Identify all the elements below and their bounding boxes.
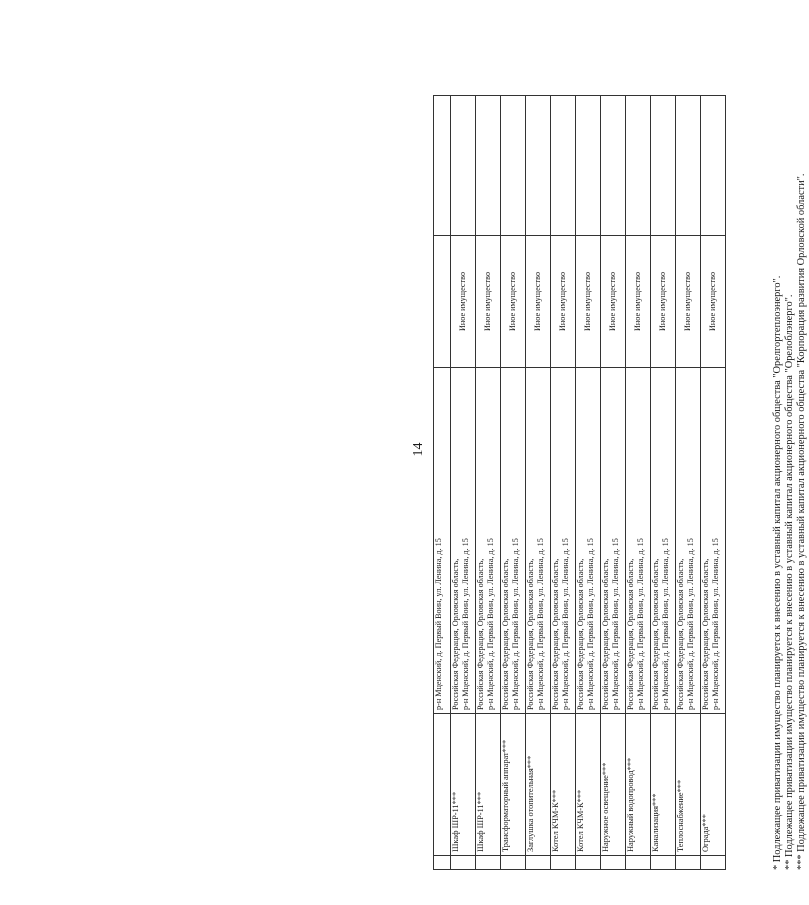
address-line: Российская Федерация, Орловская область, <box>601 558 610 710</box>
property-type-cell: Иное имущество <box>626 236 651 368</box>
page-number: 14 <box>411 442 426 457</box>
table-row <box>601 96 626 870</box>
property-type-cell: Иное имущество <box>551 236 576 368</box>
empty-cell <box>451 96 476 236</box>
row-number-cell <box>651 856 676 870</box>
table-row <box>501 96 526 870</box>
property-name-cell: Канализация*** <box>651 714 676 856</box>
table-row <box>676 96 701 870</box>
row-number-cell <box>434 856 451 870</box>
empty-cell <box>601 96 626 236</box>
address-line: Российская Федерация, Орловская область, <box>651 558 660 710</box>
property-address-cell <box>476 368 501 714</box>
property-address-cell <box>626 368 651 714</box>
property-name-cell: Шкаф ШР-11*** <box>451 714 476 856</box>
property-name-cell: Наружное освещение*** <box>601 714 626 856</box>
address-line: р-н Мценский, д. Первый Воин, ул. Ленина, д. 15 <box>560 538 570 710</box>
property-type-cell: Иное имущество <box>476 236 501 368</box>
address-line: Российская Федерация, Орловская область, <box>701 558 710 710</box>
table-row <box>526 96 551 870</box>
property-name-cell <box>434 714 451 856</box>
property-name-cell: Наружный водопровод*** <box>626 714 651 856</box>
property-address-cell <box>676 368 701 714</box>
property-address-cell <box>551 368 576 714</box>
empty-cell <box>676 96 701 236</box>
property-type-cell: Иное имущество <box>676 236 701 368</box>
property-name-cell: Теплоснабжение*** <box>676 714 701 856</box>
rotated-page <box>42 17 808 882</box>
row-number-cell <box>551 856 576 870</box>
address-line: р-н Мценский, д. Первый Воин, ул. Ленина, д. 15 <box>434 538 443 710</box>
table-row <box>551 96 576 870</box>
property-type-cell: Иное имущество <box>451 236 476 368</box>
property-name-cell: Шкаф ШР-11*** <box>476 714 501 856</box>
address-line: Российская Федерация, Орловская область, <box>551 558 560 710</box>
table-row <box>651 96 676 870</box>
table-row <box>451 96 476 870</box>
property-type-cell: Иное имущество <box>526 236 551 368</box>
row-number-cell <box>676 856 701 870</box>
empty-cell <box>476 96 501 236</box>
property-name-cell: Котел КЧМ-К*** <box>576 714 601 856</box>
property-address-cell <box>451 368 476 714</box>
property-address-cell <box>434 368 451 714</box>
footnote-1: * Подлежащее приватизации имущество планируется к внесению в уставный капитал акционерного общества "Орелгортеплоэнерго". <box>772 275 783 870</box>
address-line: Российская Федерация, Орловская область, <box>626 558 635 710</box>
row-number-cell <box>501 856 526 870</box>
property-address-cell <box>526 368 551 714</box>
row-number-cell <box>526 856 551 870</box>
footnote-2: ** Подлежащее приватизации имущество планируется к внесению в уставный капитал акционерного общества "Орелоблэнерго". <box>784 294 796 870</box>
empty-cell <box>526 96 551 236</box>
property-type-cell: Иное имущество <box>501 236 526 368</box>
property-table <box>433 95 726 870</box>
property-address-cell <box>651 368 676 714</box>
empty-cell <box>551 96 576 236</box>
address-line: Российская Федерация, Орловская область, <box>501 558 510 710</box>
address-line: р-н Мценский, д. Первый Воин, ул. Ленина, д. 15 <box>535 538 545 710</box>
address-line: р-н Мценский, д. Первый Воин, ул. Ленина, д. 15 <box>710 538 720 710</box>
property-address-cell <box>576 368 601 714</box>
property-type-cell: Иное имущество <box>601 236 626 368</box>
property-address-cell <box>701 368 726 714</box>
row-number-cell <box>476 856 501 870</box>
address-line: Российская Федерация, Орловская область, <box>451 558 460 710</box>
empty-cell <box>501 96 526 236</box>
property-type-cell: Иное имущество <box>701 236 726 368</box>
address-line: р-н Мценский, д. Первый Воин, ул. Ленина, д. 15 <box>585 538 595 710</box>
address-line: р-н Мценский, д. Первый Воин, ул. Ленина, д. 15 <box>610 538 620 710</box>
property-address-cell <box>601 368 626 714</box>
address-line: Российская Федерация, Орловская область, <box>676 558 685 710</box>
address-line: р-н Мценский, д. Первый Воин, ул. Ленина, д. 15 <box>660 538 670 710</box>
empty-cell <box>576 96 601 236</box>
table-row <box>626 96 651 870</box>
row-number-cell <box>601 856 626 870</box>
footnote-3: *** Подлежащее приватизации имущество планируется к внесению в уставный капитал акционерного общества "Корпорация развития Орловской области". <box>796 173 808 870</box>
address-line: р-н Мценский, д. Первый Воин, ул. Ленина, д. 15 <box>685 538 695 710</box>
table-row <box>701 96 726 870</box>
property-type-cell <box>434 236 451 368</box>
address-line: р-н Мценский, д. Первый Воин, ул. Ленина, д. 15 <box>510 538 520 710</box>
property-address-cell <box>501 368 526 714</box>
empty-cell <box>434 96 451 236</box>
row-number-cell <box>701 856 726 870</box>
empty-cell <box>626 96 651 236</box>
address-line: р-н Мценский, д. Первый Воин, ул. Ленина, д. 15 <box>485 538 495 710</box>
property-type-cell: Иное имущество <box>576 236 601 368</box>
address-line: Российская Федерация, Орловская область, <box>526 558 535 710</box>
footnotes <box>772 40 809 870</box>
address-line: р-н Мценский, д. Первый Воин, ул. Ленина, д. 15 <box>460 538 470 710</box>
empty-cell <box>651 96 676 236</box>
row-number-cell <box>626 856 651 870</box>
property-name-cell: Котел КЧМ-К*** <box>551 714 576 856</box>
address-line: р-н Мценский, д. Первый Воин, ул. Ленина, д. 15 <box>635 538 645 710</box>
property-name-cell: Заглушка отопительная*** <box>526 714 551 856</box>
table-row <box>434 96 451 870</box>
property-name-cell: Трансформаторный аппарат*** <box>501 714 526 856</box>
property-table-body <box>434 96 726 870</box>
property-type-cell: Иное имущество <box>651 236 676 368</box>
address-line: Российская Федерация, Орловская область, <box>576 558 585 710</box>
row-number-cell <box>576 856 601 870</box>
address-line: Российская Федерация, Орловская область, <box>476 558 485 710</box>
empty-cell <box>701 96 726 236</box>
property-name-cell: Ограда*** <box>701 714 726 856</box>
row-number-cell <box>451 856 476 870</box>
table-row <box>476 96 501 870</box>
table-row <box>576 96 601 870</box>
